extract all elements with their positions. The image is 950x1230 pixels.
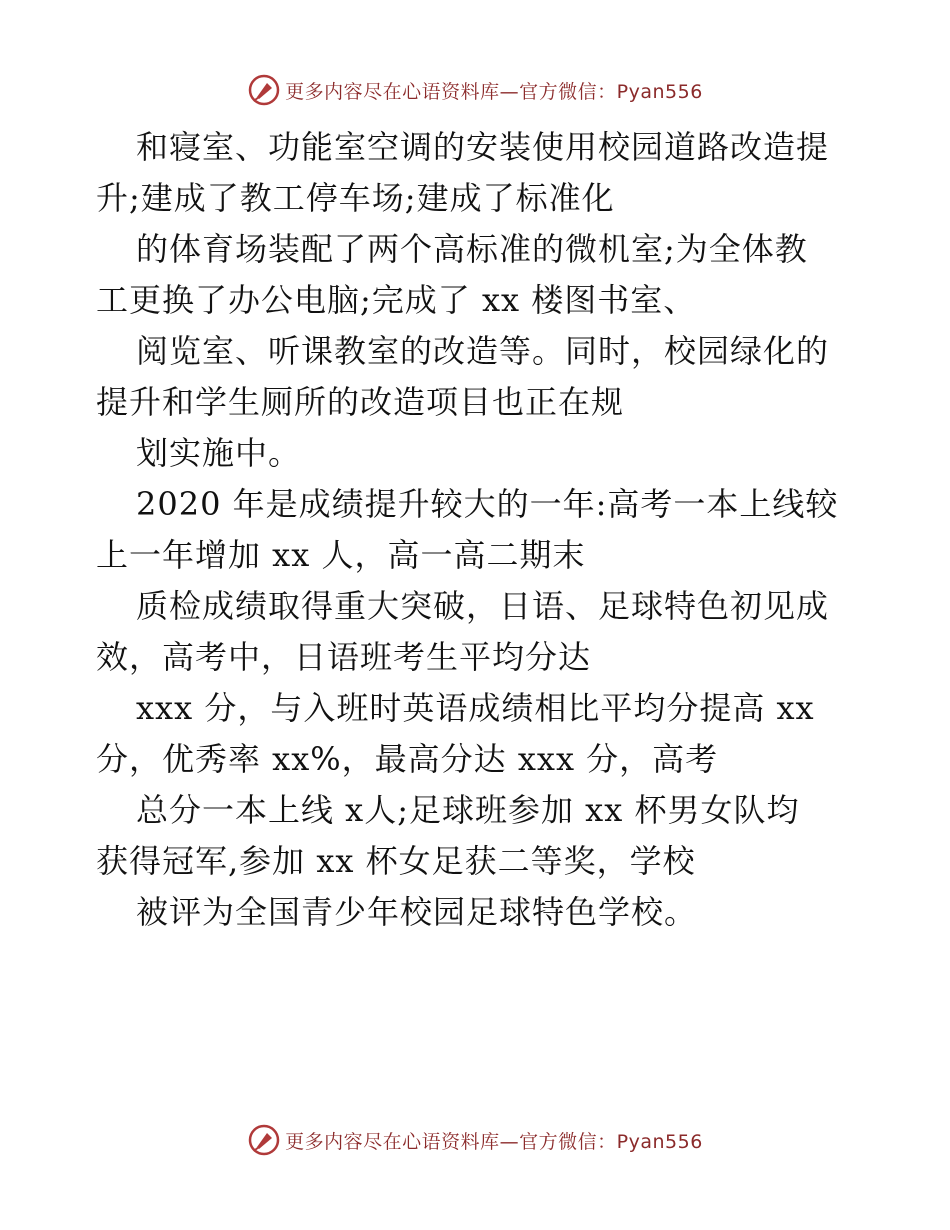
- text-line: 被评为全国青少年校园足球特色学校。: [136, 893, 698, 931]
- text-line: 阅览室、听课教室的改造等。同时，校园绿化的: [136, 332, 830, 370]
- pen-nib-logo-icon: [247, 73, 281, 107]
- text-line: 上一年增加 xx 人，高一高二期末: [96, 536, 586, 574]
- text-line: 工更换了办公电脑;完成了 xx 楼图书室、: [96, 281, 697, 319]
- text-line: 获得冠军,参加 xx 杯女足获二等奖，学校: [96, 842, 696, 880]
- footer-banner: [0, 1120, 950, 1160]
- text-line: 效，高考中，日语班考生平均分达: [96, 638, 592, 676]
- text-line: 划实施中。: [136, 434, 302, 472]
- text-line: 总分一本上线 x人;足球班参加 xx 杯男女队均: [136, 791, 800, 829]
- text-line: 提升和学生厕所的改造项目也正在规: [96, 383, 625, 421]
- text-line: 2020 年是成绩提升较大的一年:高考一本上线较: [136, 485, 839, 523]
- footer-banner-text: 更多内容尽在心语资料库—官方微信：Pyan556: [285, 1130, 703, 1153]
- text-line: 和寝室、功能室空调的安装使用校园道路改造提: [136, 128, 830, 166]
- header-banner-text: 更多内容尽在心语资料库—官方微信：Pyan556: [285, 80, 703, 103]
- text-line: xxx 分，与入班时英语成绩相比平均分提高 xx: [136, 689, 815, 727]
- header-banner: [0, 70, 950, 110]
- text-line: 质检成绩取得重大突破，日语、足球特色初见成: [136, 587, 830, 625]
- text-line: 分，优秀率 xx%，最高分达 xxx 分，高考: [96, 740, 719, 778]
- text-line: 升;建成了教工停车场;建成了标准化: [96, 179, 615, 217]
- text-line: 的体育场装配了两个高标准的微机室;为全体教: [136, 230, 808, 268]
- pen-nib-logo-icon: [247, 1123, 281, 1157]
- document-body: [96, 122, 856, 938]
